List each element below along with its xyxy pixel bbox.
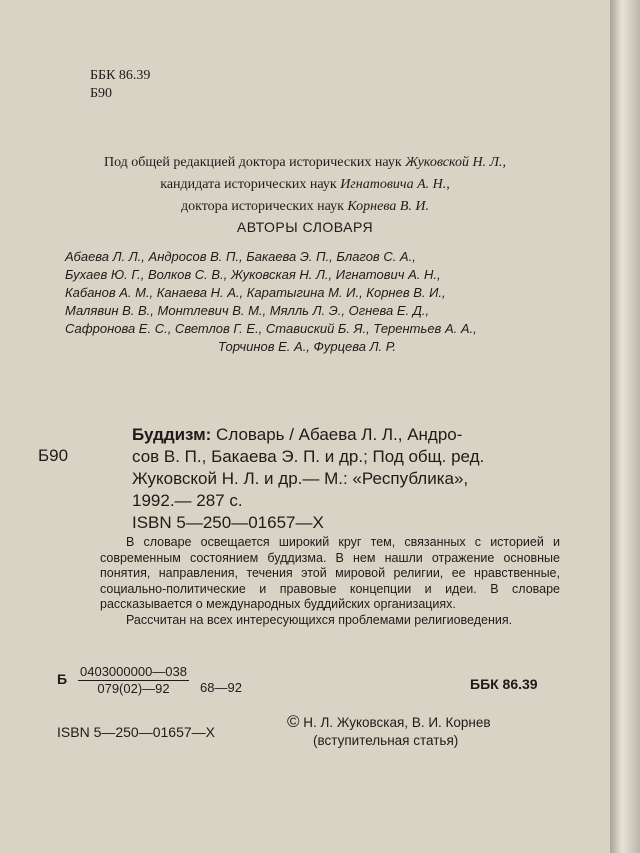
editor-line-2: кандидата исторических наук Игнатовича А. Н., [160,177,450,192]
publication-code [78,664,189,697]
code-denominator: 079(02)—92 [97,681,170,696]
authors-list [65,248,549,356]
author-line: Кабанов А. М., Канаева Н. А., Каратыгина М. И., Корнев В. И., [65,285,446,300]
catalog-index: Б90 [38,446,69,465]
author-line: Сафронова Е. С., Светлов Г. Е., Ставиский Б. Я., Терентьев А. А., [65,321,477,336]
bbk-classification: ББК 86.39 [90,68,151,83]
copyright-notice [287,713,491,750]
catalog-line-4: 1992.— 287 с. [132,491,243,510]
code-prefix: Б [57,671,68,687]
copyright-icon: © [287,712,300,731]
catalog-card [132,424,552,534]
author-mark: Б90 [90,86,113,101]
editor-line-1: Под общей редакцией доктора исторических наук Жуковской Н. Л., [103,155,507,170]
annotation [100,535,560,628]
annotation-paragraph: Рассчитан на всех интересующихся проблемами религиоведения. [126,612,513,627]
catalog-line-1: Буддизм: Словарь / Абаева Л. Л., Андро- [132,425,463,444]
editor-line-3: доктора исторических наук Корнева В. И. [180,199,429,214]
page-edge [610,0,640,853]
catalog-isbn: ISBN 5—250—01657—Х [132,513,324,532]
author-line: Малявин В. В., Монтлевич В. М., Мялль Л. Э., Огнева Е. Д., [65,303,430,318]
copyright-note: (вступительная статья) [313,733,459,748]
isbn: ISBN 5—250—01657—Х [57,724,215,740]
editors-block [0,152,610,218]
author-line: Абаева Л. Л., Андросов В. П., Бакаева Э. П., Благов С. А., [65,249,416,264]
copyright-holders: Н. Л. Жуковская, В. И. Корнев [299,715,491,730]
book-title: Буддизм: [132,425,212,444]
catalog-line-2: сов В. П., Бакаева Э. П. и др.; Под общ. ред. [132,447,485,466]
catalog-line-3: Жуковской Н. Л. и др.— М.: «Республика», [132,469,469,488]
code-year: 68—92 [200,680,242,695]
code-numerator: 0403000000—038 [80,664,187,679]
annotation-paragraph: В словаре освещается широкий круг тем, связанных с историей и современным состоянием буддизма. В нем нашли отражение основные понятия, направления, течения этой мировой религии, ее нравственные, социально-политические и правовые концепции и идеи. В словаре рассказывается о международных буддийских организациях. [100,535,560,611]
bbk-code-bottom: ББК 86.39 [470,676,538,692]
bbk-code-top [90,67,150,103]
author-line: Торчинов Е. А., Фурцева Л. Р. [218,339,396,354]
authors-heading: АВТОРЫ СЛОВАРЯ [236,219,374,235]
author-line: Бухаев Ю. Г., Волков С. В., Жуковская Н. Л., Игнатович А. Н., [65,267,441,282]
